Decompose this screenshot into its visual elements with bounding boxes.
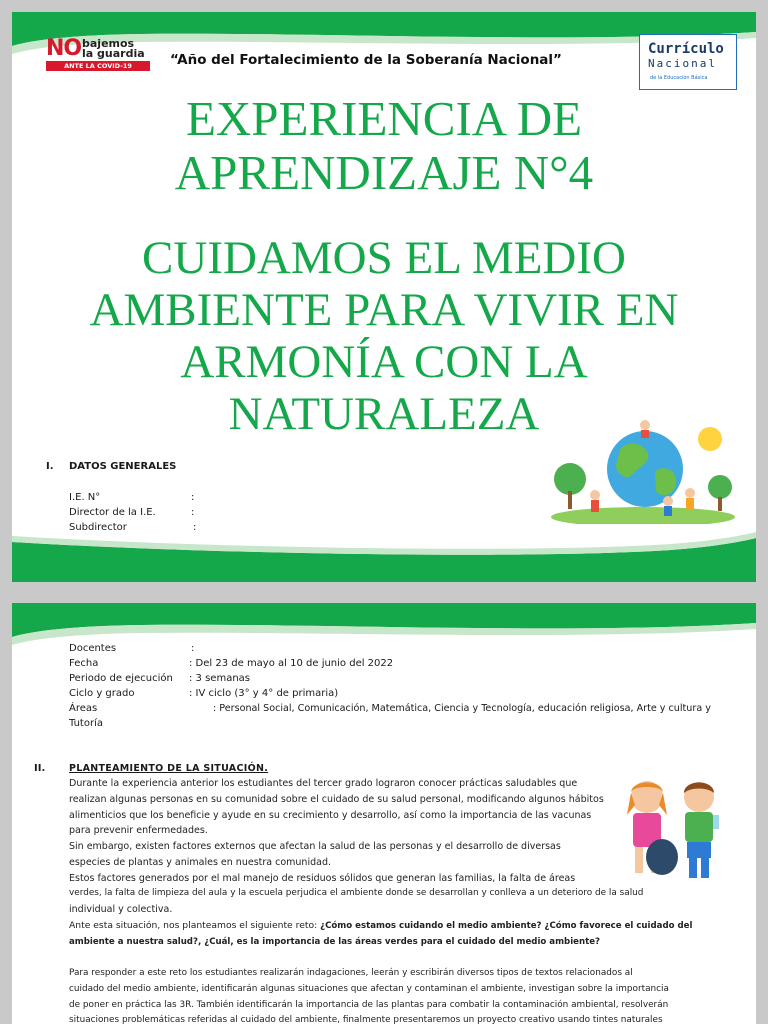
no-bajemos-la-guardia-logo: NO bajemos la guardia ANTE LA COVID-19 xyxy=(46,38,150,72)
row-ie-label: I.E. N° xyxy=(69,492,101,503)
document-page-1 xyxy=(12,12,756,582)
section-2-numeral: II. xyxy=(34,763,46,774)
row-ciclo-label: Ciclo y grado xyxy=(69,688,135,699)
earth-kids-illustration xyxy=(550,409,736,524)
row-periodo-label: Periodo de ejecución xyxy=(69,673,173,684)
situacion-line-4: para prevenir enfermedades. xyxy=(69,825,208,837)
section-2-heading: PLANTEAMIENTO DE LA SITUACIÓN. xyxy=(69,763,269,774)
row-director-label: Director de la I.E. xyxy=(69,507,156,518)
subtitle-line-4: NATURALEZA xyxy=(228,388,540,440)
green-swoosh-footer xyxy=(12,532,756,582)
para-line-4: situaciones problemáticas referidas al cuidado del ambiente, finalmente presentaremos un proyecto creativo usando tintes naturales xyxy=(69,1015,663,1026)
situacion-line-1: Durante la experiencia anterior los estudiantes del tercer grado lograron conocer prácticas saludables que xyxy=(69,778,578,789)
green-swoosh-header-page2 xyxy=(12,603,756,663)
subtitle-line-3: ARMONÍA CON LA xyxy=(180,336,588,388)
row-areas-cont: Tutoría xyxy=(69,718,103,729)
page-gap-right xyxy=(756,12,768,1024)
row-subdirector-label: Subdirector xyxy=(69,522,127,533)
row-docentes-value: : xyxy=(191,643,195,654)
situacion-paragraph xyxy=(69,776,609,887)
row-areas-label: Áreas xyxy=(69,703,98,714)
para-line-3: de poner en práctica las 3R. También identificarán la importancia de las plantas para combatir la contaminación ambiental, resolverán xyxy=(69,999,669,1010)
title-experiencia xyxy=(12,92,756,200)
section-1-heading: DATOS GENERALES xyxy=(69,461,177,472)
row-areas-value: : Personal Social, Comunicación, Matemática, Ciencia y Tecnología, educación religiosa, Arte y cultura y xyxy=(213,703,711,714)
section-1-numeral: I. xyxy=(46,461,54,472)
situacion-line-8: verdes, la falta de limpieza del aula y la escuela perjudica el ambiente donde se desarrollan y conlleva a un deterioro de la salud xyxy=(69,888,644,898)
row-subdirector-value: : xyxy=(193,522,197,533)
reto-question-2: ambiente a nuestra salud?, ¿Cuál, es la importancia de las áreas verdes para el cuidado del medio ambiente? xyxy=(69,936,601,947)
row-periodo-value: : 3 semanas xyxy=(189,673,250,684)
situacion-line-3: alimenticios que los beneficie y ayude en su crecimiento y desarrollo, así como la importancia de las vacunas xyxy=(69,809,592,821)
reto-question-1: ¿Cómo estamos cuidando el medio ambiente? ¿Cómo favorece el cuidado del xyxy=(320,921,693,931)
situacion-line-6: especies de plantas y animales en nuestra comunidad. xyxy=(69,856,331,868)
row-fecha-label: Fecha xyxy=(69,658,99,669)
recycling-kids-illustration xyxy=(617,775,732,887)
para-line-2: cuidado del medio ambiente, identificarán algunas situaciones que afectan y contaminan el ambiente, investigan sobre la importancia xyxy=(69,983,669,994)
reto-intro: Ante esta situación, nos planteamos el siguiente reto: xyxy=(69,920,321,931)
title-line-2: APRENDIZAJE N°4 xyxy=(174,145,594,200)
situacion-line-9: individual y colectiva. xyxy=(69,903,173,915)
year-slogan: “Año del Fortalecimiento de la Soberanía Nacional” xyxy=(170,52,562,68)
page-gap-left xyxy=(0,12,12,1024)
title-line-1: EXPERIENCIA DE xyxy=(185,91,583,146)
page-gap-middle xyxy=(0,582,768,603)
para-responder-paragraph xyxy=(69,966,739,1029)
subtitle-line-2: AMBIENTE PARA VIVIR EN xyxy=(89,284,679,336)
row-ciclo-value: : IV ciclo (3° y 4° de primaria) xyxy=(189,688,339,699)
curriculo-nacional-logo: Currículo Nacional de la Educación Básica xyxy=(639,34,737,90)
situacion-line-5: Sin embargo, existen factores externos que afectan la salud de las personas y el desarrollo de diversas xyxy=(69,841,561,853)
para-line-1: Para responder a este reto los estudiantes realizarán indagaciones, leerán y escribirán diversos tipos de textos relacionados al xyxy=(69,968,633,978)
reto-paragraph xyxy=(69,918,739,951)
situacion-line-7: Estos factores generados por el mal manejo de residuos sólidos que generan las familias, la falta de áreas xyxy=(69,872,576,884)
row-director-value: : xyxy=(191,507,195,518)
row-fecha-value: : Del 23 de mayo al 10 de junio del 2022 xyxy=(189,658,394,669)
subtitle-line-1: CUIDAMOS EL MEDIO xyxy=(142,232,626,284)
row-docentes-label: Docentes xyxy=(69,643,117,654)
row-ie-value: : xyxy=(191,492,195,503)
document-page-2 xyxy=(12,603,756,1024)
situacion-line-2: realizan algunas personas en su comunidad sobre el cuidado de su salud personal, modificando algunos hábitos xyxy=(69,793,604,805)
situacion-paragraph-wide xyxy=(69,886,739,918)
page-gap-top xyxy=(0,0,768,12)
